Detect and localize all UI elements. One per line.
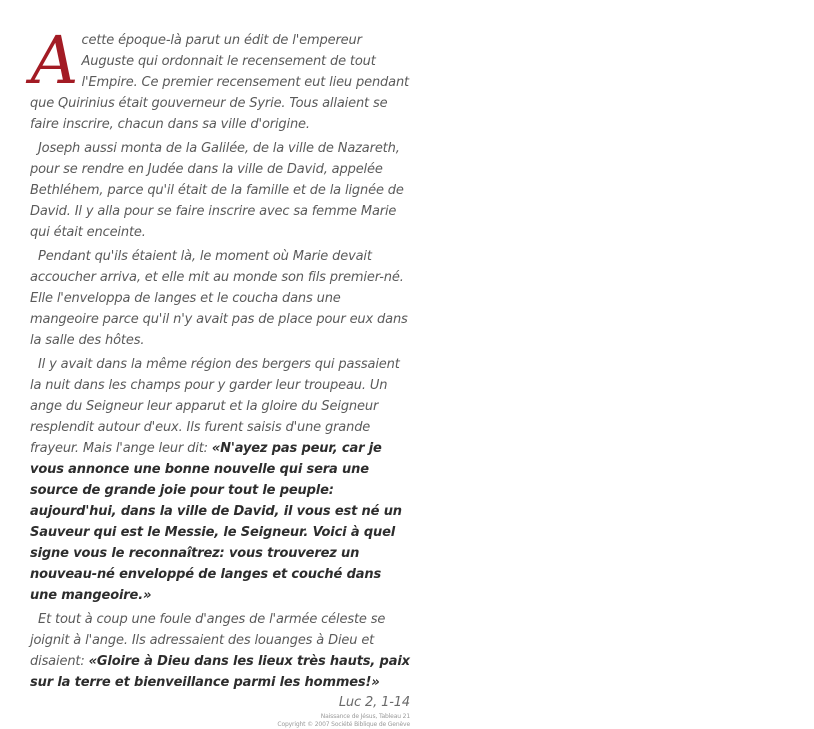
credit-line-1: Naissance de Jésus, Tableau 21 — [320, 713, 410, 720]
angel-quote: «N'ayez pas peur, car je vous annonce une bonne nouvelle qui sera une source de grande joie pour tout le peuple: aujourd'hui, dans la ville de David, il vous est né un Sauveur qui est le Messie, le Seigneur. Voici à quel signe vous le reconnaîtrez: vous trouverez un nouveau-né enveloppé de langes et couché dans une mangeoire.» — [30, 441, 402, 603]
paragraph-4 — [30, 354, 410, 606]
scripture-card — [23, 22, 410, 729]
drop-cap-letter: A — [23, 22, 85, 99]
gloria-quote: «Gloire à Dieu dans les lieux très hauts, paix sur la terre et bienveillance parmi les hommes!» — [30, 654, 410, 690]
paragraph-3: Pendant qu'ils étaient là, le moment où Marie devait accoucher arriva, et elle mit au monde son fils premier-né. Elle l'enveloppa de langes et le coucha dans une mangeoire parce qu'il n'y avait pas de place pour eux dans la salle des hôtes. — [30, 249, 408, 348]
credit-line-2: Copyright © 2007 Société Biblique de Genève — [277, 721, 410, 728]
paragraph-1-text: cette époque-là parut un édit de l'empereur Auguste qui ordonnait le recensement de tout l'Empire. Ce premier recensement eut lieu pendant que Quirinius était gouverneur de Syrie. Tous allaient se faire inscrire, chacun dans sa ville d'origine. — [30, 33, 409, 132]
paragraph-4-intro: Il y avait dans la même région des bergers qui passaient la nuit dans les champs pour y garder leur troupeau. Un ange du Seigneur leur apparut et la gloire du Seigneur resplendit autour d'eux. Ils furent saisis d'une grande frayeur. Mais l'ange leur dit: — [30, 357, 400, 456]
paragraph-5 — [30, 609, 410, 693]
paragraph-5-intro: Et tout à coup une foule d'anges de l'armée céleste se joignit à l'ange. Ils adressaient des louanges à Dieu et disaient: — [30, 612, 386, 669]
paragraph-1 — [23, 22, 410, 135]
scripture-reference: Luc 2, 1-14 — [338, 695, 410, 710]
paragraph-2: Joseph aussi monta de la Galilée, de la ville de Nazareth, pour se rendre en Judée dans la ville de David, appelée Bethléhem, parce qu'il était de la famille et de la lignée de David. Il y alla pour se faire inscrire avec sa femme Marie qui était enceinte. — [30, 141, 404, 240]
